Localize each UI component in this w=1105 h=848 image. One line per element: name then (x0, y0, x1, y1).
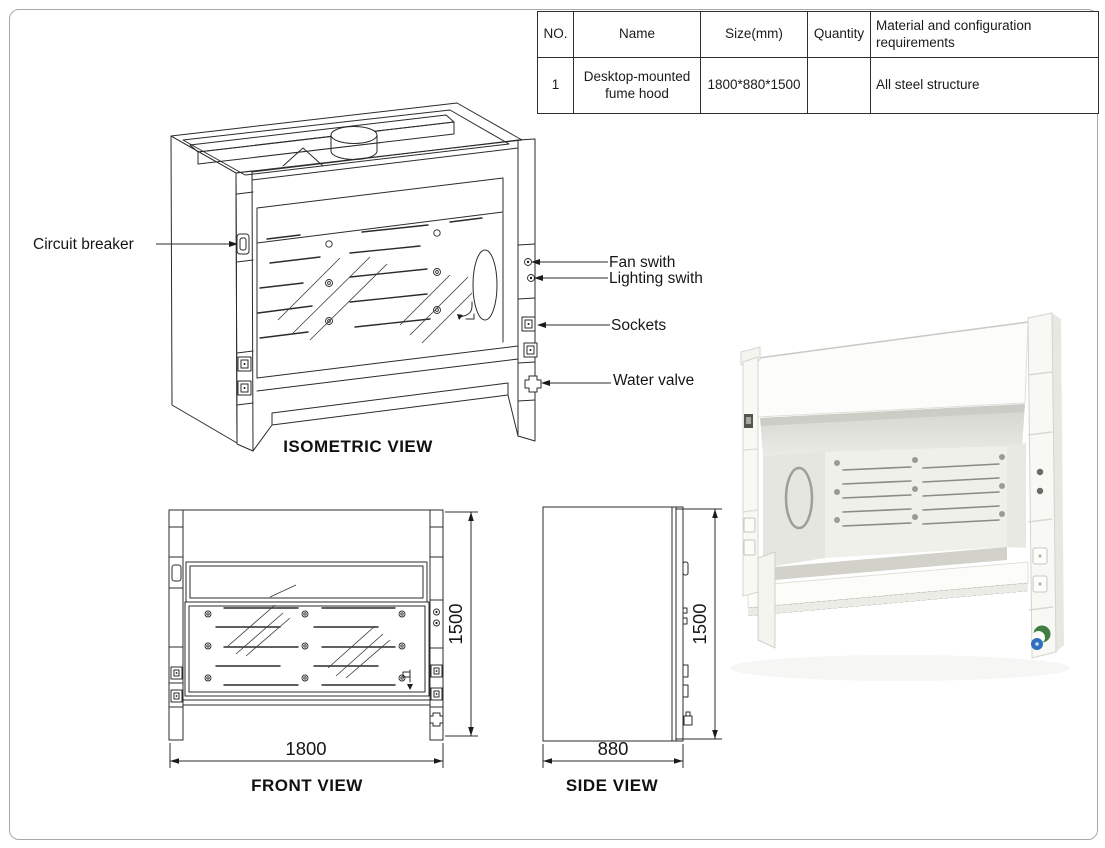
front-width-value: 1800 (285, 738, 327, 759)
iso-right-pillar (518, 139, 541, 441)
side-socket (683, 685, 688, 697)
render-right-pillar (1028, 313, 1064, 658)
iso-oval-passthrough (473, 250, 497, 320)
col-header-no: NO. (538, 12, 574, 58)
iso-front-fascia (252, 140, 518, 180)
front-baffle (205, 585, 413, 690)
cell-quantity (808, 58, 871, 114)
iso-glass-reflection-right (400, 275, 472, 343)
iso-left-panel (171, 136, 237, 443)
render-floor-shadow (730, 655, 1070, 681)
side-view-drawing (530, 500, 740, 805)
front-glass-reflection-left (228, 605, 290, 656)
callout-sockets: Sockets (611, 317, 667, 334)
iso-callout-leaders (156, 241, 611, 386)
render-interior (760, 404, 1026, 581)
iso-base (253, 346, 518, 451)
iso-circuit-breaker (237, 234, 249, 254)
iso-exhaust-duct (331, 127, 377, 160)
parts-table-header-row (538, 12, 1099, 58)
side-depth-value: 880 (597, 738, 629, 759)
col-header-name: Name (574, 12, 701, 58)
iso-faucet (457, 302, 474, 320)
render-fan-switch (1037, 469, 1043, 475)
front-baffle-screws (205, 611, 405, 681)
side-height-value: 1500 (689, 603, 710, 645)
front-glass-reflection-right (328, 626, 390, 678)
side-dimension-depth (543, 738, 683, 768)
iso-water-valve (525, 376, 541, 392)
render-left-socket (744, 518, 755, 532)
iso-sash-header (257, 178, 503, 247)
front-dimension-width (170, 738, 443, 768)
iso-sash-glass (257, 213, 503, 378)
front-dimension-height (445, 512, 478, 736)
cell-name: Desktop-mounted fume hood (574, 58, 701, 114)
iso-left-sockets (238, 357, 251, 395)
side-circuit-breaker (683, 562, 688, 575)
render-left-leg (758, 552, 775, 648)
side-body (543, 507, 683, 741)
callout-fan-switch: Fan swith (609, 254, 676, 271)
cell-size: 1800*880*1500 (701, 58, 808, 114)
side-socket (683, 665, 688, 677)
side-view-title: SIDE VIEW (565, 776, 659, 795)
iso-glass-reflection-left (278, 257, 387, 340)
col-header-size: Size(mm) (701, 12, 808, 58)
cell-material: All steel structure (871, 58, 1099, 114)
side-water-valve (684, 712, 692, 725)
col-header-material: Material and configuration requirements (871, 12, 1099, 58)
callout-circuit-breaker: Circuit breaker (33, 236, 134, 253)
render-lighting-switch (1037, 488, 1043, 494)
callout-water-valve: Water valve (613, 372, 695, 389)
front-view-drawing (160, 500, 505, 805)
render-left-socket (744, 540, 755, 555)
isometric-view-title: ISOMETRIC VIEW (283, 437, 433, 456)
callout-lighting-switch: Lighting swith (609, 270, 703, 287)
front-circuit-breaker (172, 565, 181, 581)
front-view-title: FRONT VIEW (251, 776, 363, 795)
render-fascia (758, 322, 1028, 417)
product-photo (715, 300, 1100, 695)
front-height-value: 1500 (445, 603, 466, 645)
cell-no: 1 (538, 58, 574, 114)
front-right-pillar (430, 510, 443, 740)
iso-left-pillar (236, 171, 253, 451)
front-left-pillar (169, 510, 183, 740)
col-header-quantity: Quantity (808, 12, 871, 58)
